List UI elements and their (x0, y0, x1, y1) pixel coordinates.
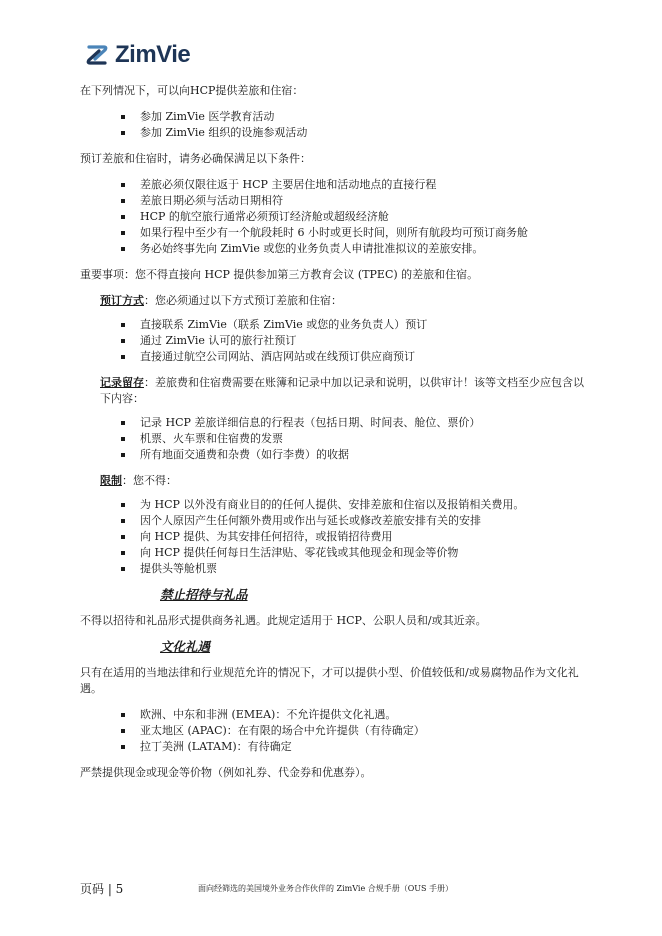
conditions-list (80, 177, 588, 257)
list-item: 参加 ZimVie 医学教育活动 (80, 109, 588, 125)
booking-label: 预订方式 (100, 294, 144, 307)
booking-text: ：您必须通过以下方式预订差旅和住宿： (144, 294, 342, 307)
list-item: 拉丁美洲 (LATAM)：有待确定 (80, 739, 588, 755)
list-item: 所有地面交通费和杂费（如行李费）的收据 (80, 447, 588, 463)
records-list (80, 415, 588, 463)
page-number: 页码 | 5 (80, 881, 124, 896)
records-retention (80, 375, 588, 407)
list-item: 参加 ZimVie 组织的设施参观活动 (80, 125, 588, 141)
list-item: 向 HCP 提供任何每日生活津贴、零花钱或其他现金和现金等价物 (80, 545, 588, 561)
entertainment-text: 不得以招待和礼品形式提供商务礼遇。此规定适用于 HCP、公职人员和/或其近亲。 (80, 614, 487, 627)
section-heading-entertainment: 禁止招待与礼品 (160, 587, 248, 602)
list-item: 机票、火车票和住宿费的发票 (80, 431, 588, 447)
list-item: 为 HCP 以外没有商业目的的任何人提供、安排差旅和住宿以及报销相关费用。 (80, 497, 588, 513)
list-item: 如果行程中至少有一个航段耗时 6 小时或更长时间，则所有航段均可预订商务舱 (80, 225, 588, 241)
courtesy-list (80, 707, 588, 755)
records-text: ：差旅费和住宿费需要在账簿和记录中加以记录和说明，以供审计！该等文档至少应包含以下内容： (100, 376, 584, 405)
list-item: 直接通过航空公司网站、酒店网站或在线预订供应商预订 (80, 349, 588, 365)
list-item: 通过 ZimVie 认可的旅行社预订 (80, 333, 588, 349)
intro-text: 在下列情况下，可以向HCP提供差旅和住宿： (80, 84, 304, 97)
courtesy-closing: 严禁提供现金或现金等价物（例如礼券、代金券和优惠券）。 (80, 766, 372, 779)
page-content (80, 83, 588, 791)
list-item: 向 HCP 提供、为其安排任何招待，或报销招待费用 (80, 529, 588, 545)
list-item: 因个人原因产生任何额外费用或作出与延长或修改差旅安排有关的安排 (80, 513, 588, 529)
page-footer (80, 880, 580, 896)
limits-label: 限制 (100, 474, 122, 487)
section-heading-courtesy: 文化礼遇 (160, 639, 211, 654)
logo-text: ZimVie (115, 41, 191, 68)
booking-conditions-text: 预订差旅和住宿时，请务必确保满足以下条件： (80, 152, 311, 165)
list-item: 提供头等舱机票 (80, 561, 588, 577)
intro-list (80, 109, 588, 141)
limits-text: ：您不得： (122, 474, 177, 487)
list-item: 记录 HCP 差旅详细信息的行程表（包括日期、时间表、舱位、票价） (80, 415, 588, 431)
booking-list (80, 317, 588, 365)
list-item: 差旅日期必须与活动日期相符 (80, 193, 588, 209)
list-item: 差旅必须仅限往返于 HCP 主要居住地和活动地点的直接行程 (80, 177, 588, 193)
booking-method (80, 293, 588, 309)
list-item: 直接联系 ZimVie（联系 ZimVie 或您的业务负责人）预订 (80, 317, 588, 333)
list-item: HCP 的航空旅行通常必须预订经济舱或超级经济舱 (80, 209, 588, 225)
list-item: 欧洲、中东和非洲 (EMEA)：不允许提供文化礼遇。 (80, 707, 588, 723)
list-item: 亚太地区 (APAC)：在有限的场合中允许提供（有待确定） (80, 723, 588, 739)
restrictions (80, 473, 588, 489)
zimvie-logo (84, 42, 190, 68)
records-label: 记录留存 (100, 376, 144, 389)
zimvie-swoosh-icon (84, 44, 110, 66)
important-note: 重要事项：您不得直接向 HCP 提供参加第三方教育会议 (TPEC) 的差旅和住宿。 (80, 268, 479, 281)
list-item: 务必始终事先向 ZimVie 或您的业务负责人申请批准拟议的差旅安排。 (80, 241, 588, 257)
limits-list (80, 497, 588, 577)
footer-title: 面向经筛选的美国境外业务合作伙伴的 ZimVie 合规手册（OUS 手册） (198, 883, 454, 893)
courtesy-text: 只有在适用的当地法律和行业规范允许的情况下，才可以提供小型、价值较低和/或易腐物品作为文化礼遇。 (80, 666, 579, 695)
